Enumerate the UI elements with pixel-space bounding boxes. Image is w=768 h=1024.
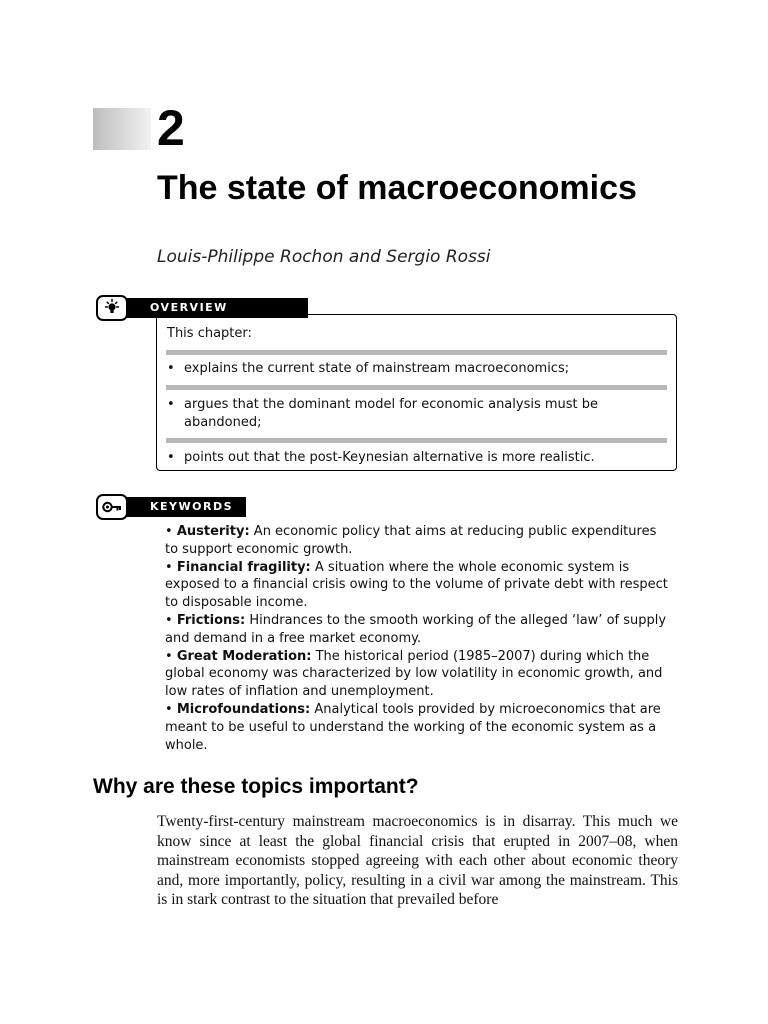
- keyword-definition: The historical period (1985–2007) during which the global economy was characterized by low volatility in economic growth, and low rates of inflation and unemployment.: [165, 648, 663, 700]
- keyword-definition: Hindrances to the smooth working of the alleged ‘law’ of supply and demand in a free market economy.: [165, 612, 667, 646]
- keyword-definition: An economic policy that aims at reducing public expenditures to support economic growth.: [165, 524, 657, 557]
- section-heading: Why are these topics important?: [93, 775, 419, 798]
- overview-item: • explains the current state of mainstream macroeconomics;: [167, 360, 666, 378]
- chapter-number-bar: [93, 108, 151, 150]
- keyword-term: Financial fragility:: [176, 559, 311, 575]
- overview-divider: [166, 438, 667, 443]
- lightbulb-icon: [96, 295, 128, 321]
- chapter-number: 2: [157, 100, 185, 156]
- overview-item: • argues that the dominant model for economic analysis must be abandoned;: [167, 396, 666, 432]
- keyword-term: Frictions:: [176, 612, 246, 628]
- overview-divider: [166, 385, 667, 390]
- keyword-item: • Microfoundations: Analytical tools provided by microeconomics that are meant to be useful to understand the working of the economic system as a whole.: [165, 701, 661, 753]
- keyword-item: • Austerity: An economic policy that aims at reducing public expenditures to support economic growth.: [165, 524, 657, 557]
- keyword-definition: A situation where the whole economic system is exposed to a financial crisis owing to the volume of private debt with respect to disposable income.: [165, 559, 668, 611]
- chapter-title: The state of macroeconomics: [157, 169, 637, 207]
- overview-divider: [166, 350, 667, 355]
- keyword-term: Austerity:: [176, 524, 250, 539]
- overview-label: OVERVIEW: [124, 298, 308, 318]
- keyword-term: Great Moderation:: [176, 648, 312, 664]
- keywords-label: KEYWORDS: [124, 497, 246, 517]
- key-icon: [96, 494, 128, 520]
- keyword-definition: Analytical tools provided by microeconomics that are meant to be useful to understand the working of the economic system as a whole.: [165, 701, 661, 753]
- keyword-item: • Great Moderation: The historical period (1985–2007) during which the global economy was characterized by low volatility in economic growth, and low rates of inflation and unemployment.: [165, 648, 663, 700]
- keywords-list: [165, 523, 670, 754]
- overview-item: • points out that the post-Keynesian alternative is more realistic.: [167, 449, 666, 467]
- chapter-authors: Louis-Philippe Rochon and Sergio Rossi: [157, 247, 491, 267]
- keyword-item: • Financial fragility: A situation where the whole economic system is exposed to a financial crisis owing to the volume of private debt with respect to disposable income.: [165, 559, 668, 611]
- keyword-term: Microfoundations:: [176, 701, 311, 717]
- body-paragraph: Twenty-first-century mainstream macroeconomics is in disarray. This much we know since at least the global financial crisis that erupted in 2007–08, when mainstream economists stopped agreeing with each other about economic theory and, more importantly, policy, resulting in a civil war among the mainstream. This is in stark contrast to the situation that prevailed before: [157, 813, 678, 908]
- overview-intro: This chapter:: [167, 326, 252, 341]
- overview-box: [156, 314, 677, 471]
- keyword-item: • Frictions: Hindrances to the smooth working of the alleged ‘law’ of supply and demand in a free market economy.: [165, 612, 667, 646]
